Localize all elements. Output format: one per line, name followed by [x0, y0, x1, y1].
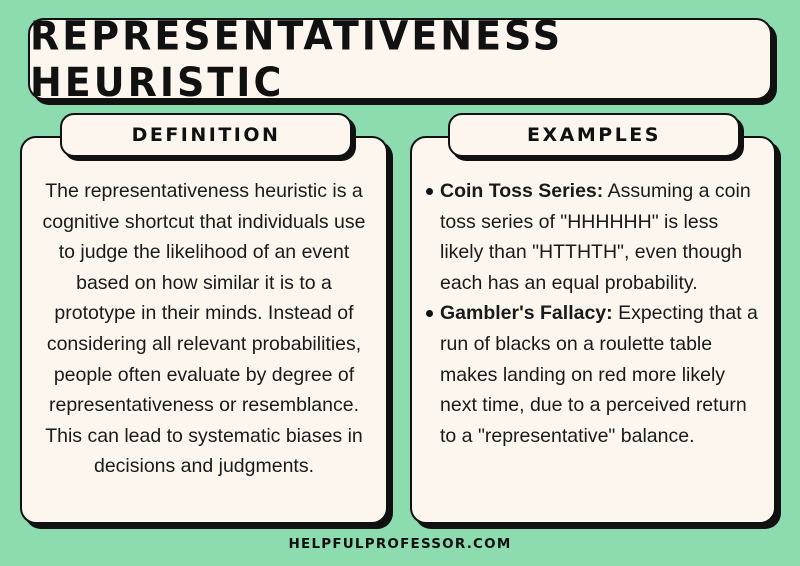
title-card: [28, 12, 772, 106]
example-text: Expecting that a run of blacks on a roulette table makes landing on red more likely next time, due to a perceived return to a "representative" balance.: [440, 302, 758, 447]
list-item: [426, 298, 764, 451]
example-term: Gambler's Fallacy:: [440, 302, 613, 325]
example-term: Coin Toss Series:: [440, 180, 604, 202]
list-item: [426, 176, 764, 298]
example-text: Assuming a coin toss series of "HHHHHH" is less likely than "HTTHTH", even though each has an equal probability.: [440, 180, 751, 294]
examples-list: [426, 176, 764, 451]
page-title: REPRESENTATIVENESS HEURISTIC: [30, 12, 564, 106]
definition-text: The representativeness heuristic is a cognitive shortcut that individuals use to judge the likelihood of an event based on how similar it is to a prototype in their minds. Instead of considering all relevant probabilities, people often evaluate by degree of representativeness or resemblance. This can lead to systematic biases in decisions and judgments.: [42, 180, 366, 478]
footer-site-name: HELPFULPROFESSOR.COM: [288, 536, 512, 552]
examples-heading: EXAMPLES: [448, 113, 740, 157]
definition-heading: DEFINITION: [60, 113, 352, 157]
examples-panel: [410, 136, 776, 524]
definition-panel: [20, 136, 388, 524]
